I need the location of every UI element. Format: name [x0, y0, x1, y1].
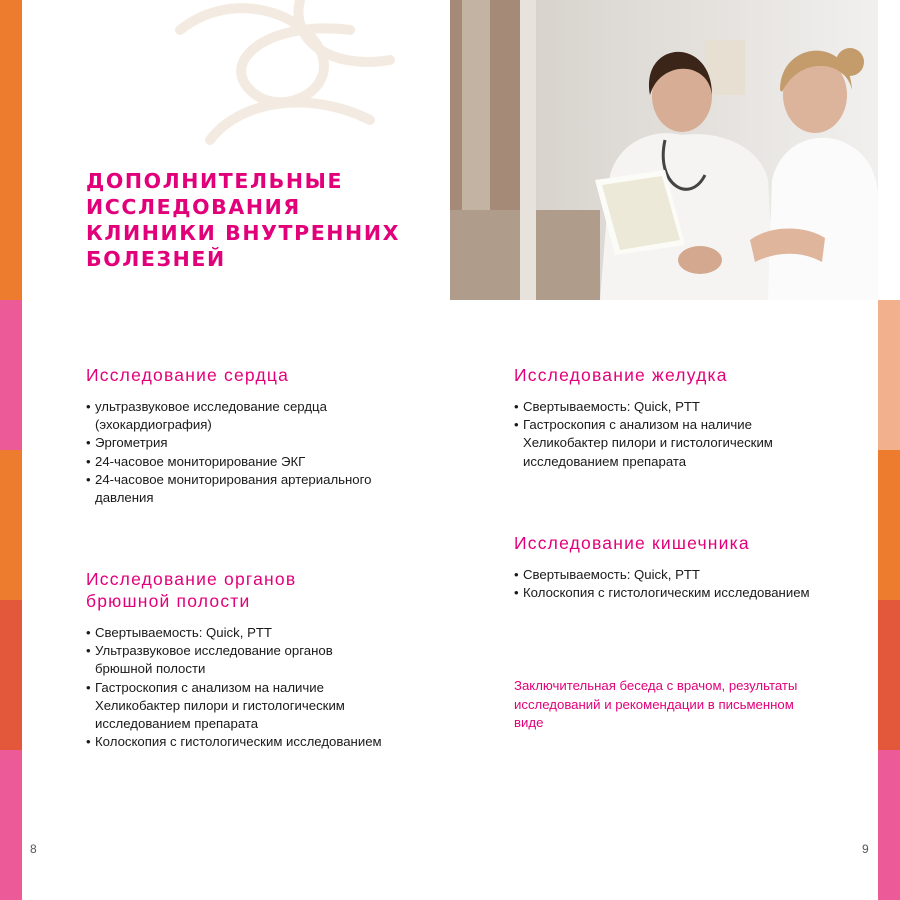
- section-abdomen: [86, 568, 386, 751]
- closing-note: Заключительная беседа с врачом, результаты исследований и рекомендации в письменном виде: [514, 678, 798, 730]
- list-item: • Свертываемость: Quick, PTT: [514, 398, 814, 416]
- list-item: • Эргометрия: [86, 434, 386, 452]
- section-intestine-list: [514, 566, 814, 602]
- list-item: • Колоскопия с гистологическим исследованием: [514, 584, 814, 602]
- right-stripe-peach: [878, 300, 900, 450]
- section-abdomen-list: [86, 624, 386, 751]
- list-item: • Гастроскопия с анализом на наличие Хеликобактер пилори и гистологическим исследованием препарата: [514, 416, 814, 471]
- left-stripe-orange: [0, 450, 22, 600]
- right-stripe-pink: [878, 750, 900, 900]
- list-item: • Ультразвуковое исследование органов брюшной полости: [86, 642, 386, 678]
- section-stomach-list: [514, 398, 814, 471]
- section-intestine-heading: Исследование кишечника: [514, 533, 750, 553]
- section-heart-heading: Исследование сердца: [86, 365, 290, 385]
- list-item: • ультразвуковое исследование сердца (эхокардиография): [86, 398, 386, 434]
- left-stripe-pink-bottom: [0, 750, 22, 900]
- list-item: • Свертываемость: Quick, PTT: [86, 624, 386, 642]
- left-stripe-pink: [0, 300, 22, 450]
- section-abdomen-heading: Исследование органов брюшной полости: [86, 569, 297, 611]
- section-heart-list: [86, 398, 386, 507]
- list-item: • Свертываемость: Quick, PTT: [514, 566, 814, 584]
- section-stomach: [514, 364, 814, 471]
- section-heart: [86, 364, 386, 507]
- doctors-photo: [450, 0, 878, 300]
- page-title: ДОПОЛНИТЕЛЬНЫЕ ИССЛЕДОВАНИЯ КЛИНИКИ ВНУТРЕННИХ БОЛЕЗНЕЙ: [86, 169, 400, 271]
- left-stripe-red: [0, 600, 22, 750]
- section-intestine: [514, 532, 814, 602]
- list-item: • 24-часовое мониторирования артериального давления: [86, 471, 386, 507]
- list-item: • 24-часовое мониторирование ЭКГ: [86, 453, 386, 471]
- list-item: • Гастроскопия с анализом на наличие Хеликобактер пилори и гистологическим исследованием препарата: [86, 679, 386, 734]
- list-item: • Колоскопия с гистологическим исследованием: [86, 733, 386, 751]
- decorative-ornament: [150, 0, 410, 150]
- left-stripe-orange-top: [0, 0, 22, 300]
- right-stripe-red: [878, 600, 900, 750]
- section-stomach-heading: Исследование желудка: [514, 365, 728, 385]
- right-stripe-orange: [878, 450, 900, 600]
- page-number-right: 9: [862, 842, 869, 856]
- page-number-left: 8: [30, 842, 37, 856]
